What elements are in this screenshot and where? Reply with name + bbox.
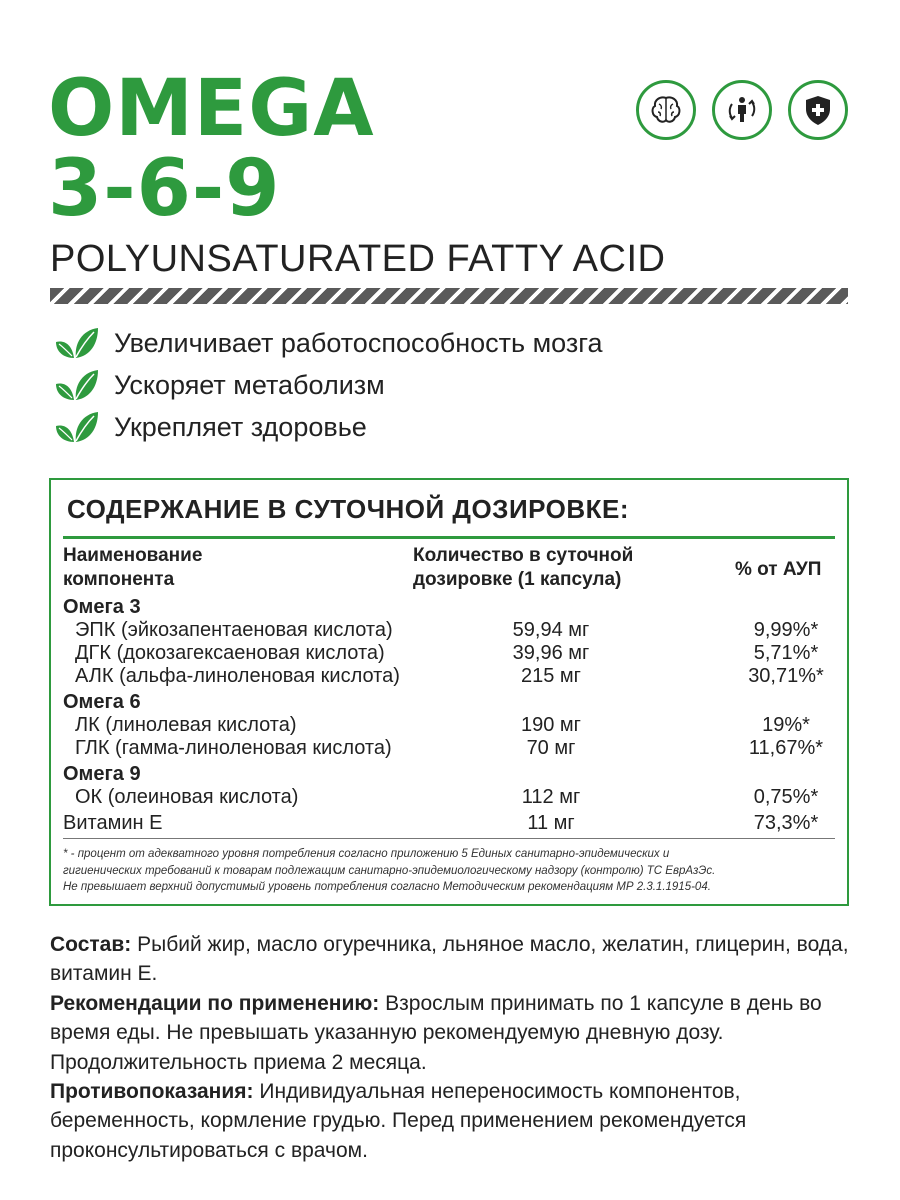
group-name: Омега 6 bbox=[63, 691, 141, 713]
usage-paragraph bbox=[50, 989, 850, 1077]
product-title-numbers: 3-6-9 bbox=[48, 144, 281, 234]
component-amount: 59,94 мг bbox=[512, 619, 590, 641]
product-subtitle: POLYUNSATURATED FATTY ACID bbox=[50, 238, 666, 280]
table-row bbox=[51, 786, 847, 809]
benefit-item bbox=[52, 406, 603, 448]
decorative-stripe bbox=[50, 288, 848, 304]
benefit-text: Ускоряет метаболизм bbox=[114, 369, 385, 400]
body-metabolism-icon bbox=[712, 80, 772, 140]
benefits-list bbox=[52, 322, 603, 448]
group-name: Омега 9 bbox=[63, 763, 141, 785]
leaf-icon bbox=[52, 408, 100, 446]
table-row bbox=[51, 619, 847, 642]
usage-text: Взрослым принимать по 1 капсуле в день во время еды. Не превышать указанную рекомендуемую дневную дозу. Продолжительность приема 2 месяца. bbox=[50, 991, 822, 1074]
component-name: Витамин Е bbox=[63, 812, 163, 834]
benefit-text: Увеличивает работоспособность мозга bbox=[114, 327, 603, 358]
ingredients-text: Рыбий жир, масло огуречника, льняное масло, желатин, глицерин, вода, витамин Е. bbox=[50, 933, 849, 986]
component-amount: 112 мг bbox=[521, 786, 581, 808]
component-amount: 70 мг bbox=[526, 737, 576, 759]
footnote-divider bbox=[63, 838, 835, 839]
column-header-percent: % от АУП bbox=[735, 559, 822, 580]
contraindications-text: Индивидуальная непереносимость компонентов, беременность, кормление грудью. Перед применением рекомендуется проконсультироваться с врачом. bbox=[50, 1079, 747, 1162]
footnote-line: Не превышает верхний допустимый уровень потребления согласно Методическим рекомендациям МР 2.3.1.1915-04. bbox=[63, 881, 711, 894]
product-details bbox=[50, 930, 850, 1165]
table-divider bbox=[63, 536, 835, 539]
table-title: СОДЕРЖАНИЕ В СУТОЧНОЙ ДОЗИРОВКЕ: bbox=[67, 494, 630, 524]
table-row bbox=[51, 714, 847, 737]
component-amount: 190 мг bbox=[521, 714, 581, 736]
component-percent: 30,71%* bbox=[748, 665, 824, 687]
ingredients-label: Состав: bbox=[50, 933, 132, 956]
table-row bbox=[51, 642, 847, 665]
component-name: ЭПК (эйкозапентаеновая кислота) bbox=[75, 619, 393, 641]
benefit-text: Укрепляет здоровье bbox=[114, 411, 367, 442]
table-row bbox=[51, 665, 847, 688]
leaf-icon bbox=[52, 366, 100, 404]
component-percent: 5,71%* bbox=[753, 642, 819, 664]
ingredients-paragraph bbox=[50, 930, 850, 989]
component-percent: 0,75%* bbox=[753, 786, 819, 808]
group-name: Омега 3 bbox=[63, 596, 141, 618]
component-name: ЛК (линолевая кислота) bbox=[75, 714, 297, 736]
component-percent: 73,3%* bbox=[753, 812, 819, 834]
table-row-group bbox=[51, 763, 847, 786]
feature-badges bbox=[636, 80, 848, 140]
benefit-item bbox=[52, 322, 603, 364]
column-header-name: Наименование компонента bbox=[63, 545, 203, 590]
contraindications-label: Противопоказания: bbox=[50, 1079, 254, 1103]
component-name: ОК (олеиновая кислота) bbox=[75, 786, 299, 808]
column-header-amount: Количество в суточной дозировке (1 капсула) bbox=[413, 545, 634, 590]
benefit-item bbox=[52, 364, 603, 406]
table-rows bbox=[51, 596, 847, 835]
component-name: ДГК (докозагексаеновая кислота) bbox=[75, 642, 385, 664]
table-row bbox=[51, 812, 847, 835]
table-row-group bbox=[51, 691, 847, 714]
component-percent: 19%* bbox=[762, 714, 810, 736]
leaf-icon bbox=[52, 324, 100, 362]
health-shield-icon bbox=[788, 80, 848, 140]
daily-dose-table bbox=[49, 478, 849, 906]
contraindications-paragraph bbox=[50, 1077, 850, 1165]
brain-icon bbox=[636, 80, 696, 140]
component-name: АЛК (альфа-линоленовая кислота) bbox=[75, 665, 400, 687]
table-footnote bbox=[63, 846, 833, 896]
component-percent: 11,67%* bbox=[748, 737, 824, 759]
table-row-group bbox=[51, 596, 847, 619]
component-amount: 11 мг bbox=[527, 812, 575, 834]
usage-label: Рекомендации по применению: bbox=[50, 991, 380, 1015]
product-title: OMEGA bbox=[48, 64, 375, 154]
component-amount: 215 мг bbox=[521, 665, 581, 687]
component-name: ГЛК (гамма-линоленовая кислота) bbox=[75, 737, 392, 759]
component-percent: 9,99%* bbox=[753, 619, 819, 641]
footnote-line: гигиенических требований к товарам подлежащим санитарно-эпидемиологическому надзору (контролю) ТС ЕврАзЭс. bbox=[63, 864, 716, 877]
footnote-line: * - процент от адекватного уровня потребления согласно приложению 5 Единых санитарно-эпидемических и bbox=[63, 848, 670, 860]
component-amount: 39,96 мг bbox=[512, 642, 590, 664]
table-row bbox=[51, 737, 847, 760]
